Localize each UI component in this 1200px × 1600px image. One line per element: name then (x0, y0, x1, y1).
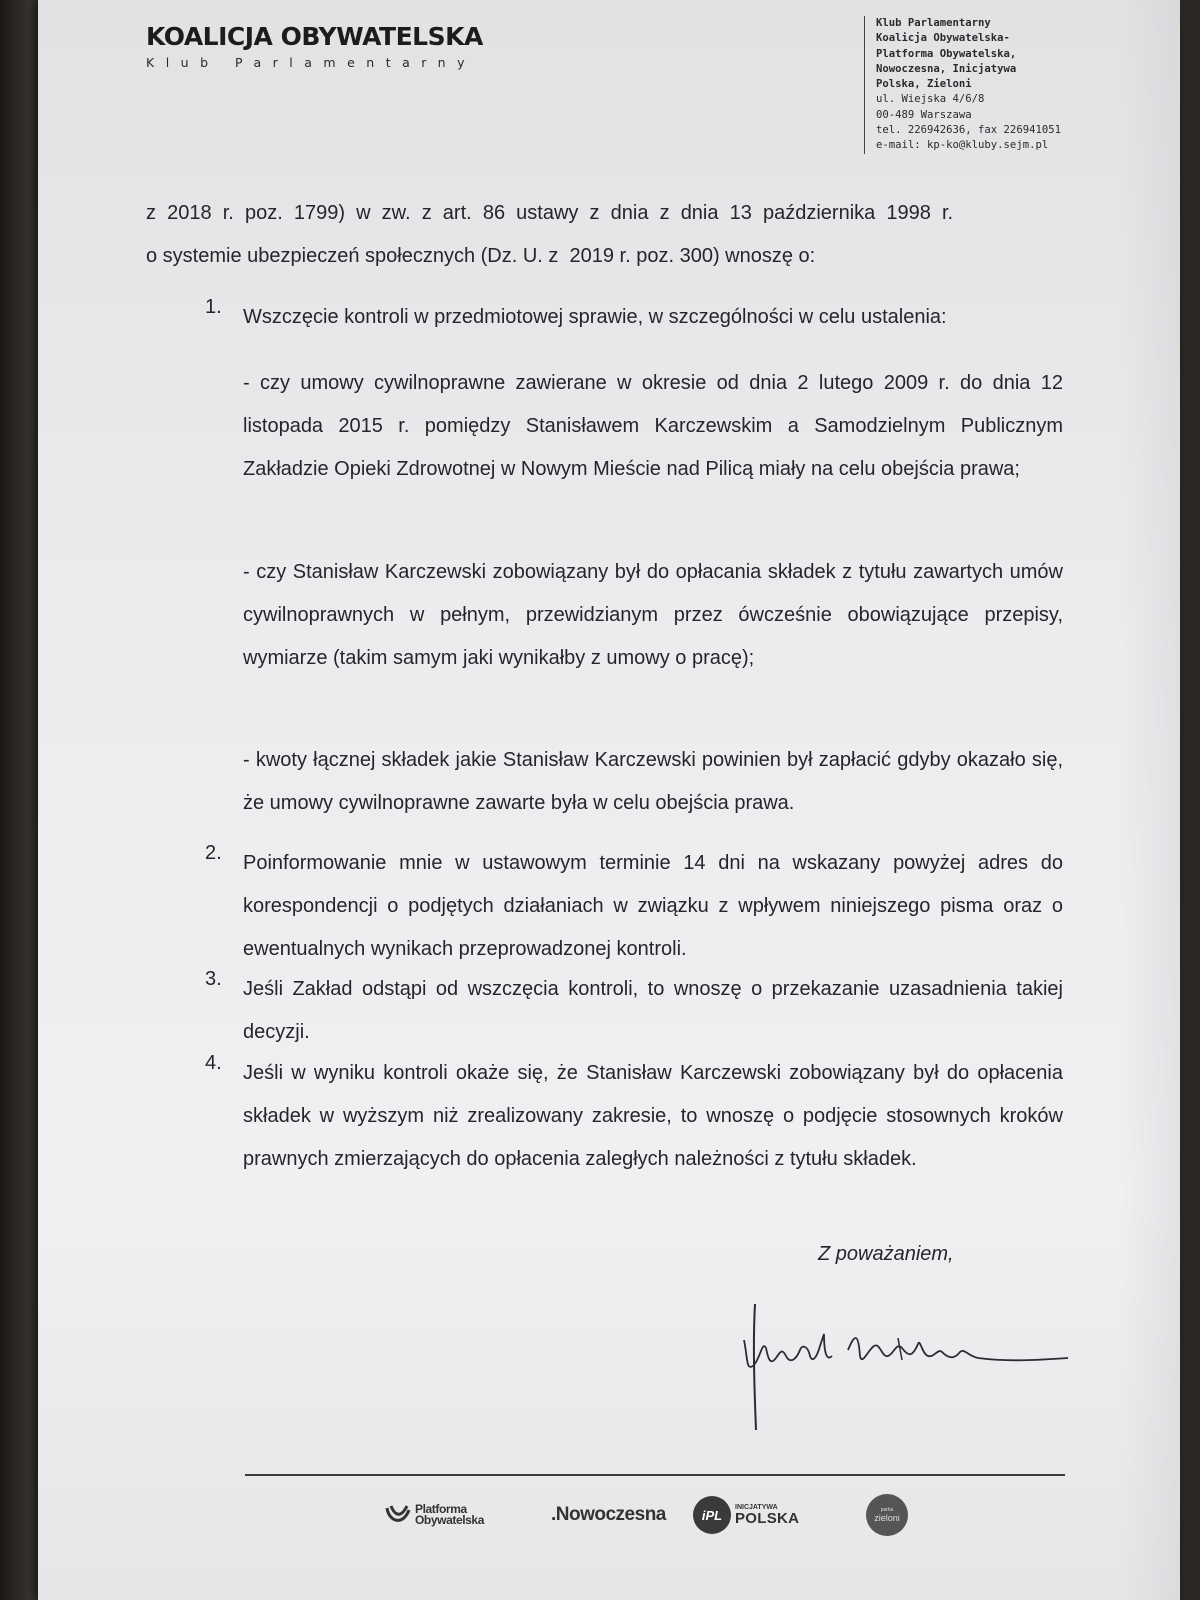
closing-salutation: Z poważaniem, (818, 1243, 954, 1265)
zieloni-logo (866, 1490, 908, 1540)
subpoint-text: - czy Stanisław Karczewski zobowiązany był do opłacania składek z tytułu zawartych umów cywilnoprawnych w pełnym, przewidzianym przez ówcześnie obowiązujące przepisy, wymiarze (takim samym jaki wynikałby z umowy o pracę); (243, 561, 1063, 669)
handwritten-signature (698, 1300, 1078, 1460)
letter-page (38, 0, 1180, 1600)
letterhead-address (864, 16, 1136, 154)
ipl-small-text: INICJATYWA (735, 1504, 778, 1511)
zieloni-badge (866, 1494, 908, 1536)
coalition-logos (383, 1490, 943, 1540)
zieloni-small-text: partia (880, 1507, 894, 1513)
po-line-1: Platforma (415, 1502, 467, 1516)
request-number: 3. (205, 968, 222, 990)
nowoczesna-logo (551, 1490, 666, 1540)
intro-line-2: o systemie ubezpieczeń społecznych (Dz. U. z 2019 r. poz. 300) wnoszę o: (146, 245, 816, 267)
request-number: 2. (205, 842, 222, 864)
zieloni-text: zieloni (874, 1513, 900, 1523)
koalicja-logo (146, 22, 483, 70)
ipl-big-text: POLSKA (735, 1510, 800, 1527)
address-line: Nowoczesna, Inicjatywa (876, 62, 1017, 75)
footer-divider (245, 1474, 1065, 1476)
logo-subtitle: Klub Parlamentarny (146, 55, 476, 70)
address-line: 00-489 Warszawa (876, 108, 972, 121)
po-line-2: Obywatelska (415, 1513, 484, 1527)
request-text: Jeśli w wyniku kontroli okaże się, że Stanisław Karczewski zobowiązany był do opłacenia składek w wyższym niż zrealizowany zakresie, to wnoszę o podjęcie stosownych kroków prawnych zmierzających do opłacenia zaległych należności z tytułu składek. (243, 1062, 1063, 1170)
address-line: Polska, Zieloni (876, 78, 972, 91)
inicjatywa-polska-logo (693, 1490, 799, 1540)
request-number: 1. (205, 296, 222, 318)
intro-line-1: z 2018 r. poz. 1799) w zw. z art. 86 ustawy z dnia z dnia 13 października 1998 r. (146, 202, 954, 224)
ipl-badge: iPL (693, 1496, 731, 1534)
request-text: Jeśli Zakład odstąpi od wszczęcia kontroli, to wnoszę o przekazanie uzasadnienia takiej decyzji. (243, 978, 1063, 1043)
logo-title: KOALICJA OBYWATELSKA (146, 22, 483, 51)
po-mark-icon (383, 1500, 413, 1530)
request-text: Wszczęcie kontroli w przedmiotowej sprawie, w szczególności w celu ustalenia: (243, 306, 947, 328)
subpoint-text: - kwoty łącznej składek jakie Stanisław Karczewski powinien był zapłacić gdyby okazało się, że umowy cywilnoprawne zawarte była w celu obejścia prawa. (243, 749, 1063, 814)
address-line: Koalicja Obywatelska- (876, 32, 1010, 45)
request-number: 4. (205, 1052, 222, 1074)
address-line: Klub Parlamentarny (876, 17, 991, 29)
platforma-obywatelska-logo (383, 1490, 484, 1540)
nowoczesna-text: .Nowoczesna (551, 1504, 666, 1525)
address-line: e-mail: kp-ko@kluby.sejm.pl (876, 139, 1049, 152)
address-line: tel. 226942636, fax 226941051 (876, 124, 1061, 137)
address-line: Platforma Obywatelska, (876, 47, 1017, 60)
request-text: Poinformowanie mnie w ustawowym terminie 14 dni na wskazany powyżej adres do korespondencji o podjętych działaniach w związku z wpływem niniejszego pisma oraz o ewentualnych wynikach przeprowadzonej kontroli. (243, 852, 1063, 960)
address-line: ul. Wiejska 4/6/8 (876, 93, 985, 106)
subpoint-text: - czy umowy cywilnoprawne zawierane w okresie od dnia 2 lutego 2009 r. do dnia 12 listopada 2015 r. pomiędzy Stanisławem Karczewskim a Samodzielnym Publicznym Zakładzie Opieki Zdrowotnej w Nowym Mieście nad Pilicą miały na celu obejścia prawa; (243, 372, 1063, 480)
intro-paragraph (146, 192, 1061, 278)
